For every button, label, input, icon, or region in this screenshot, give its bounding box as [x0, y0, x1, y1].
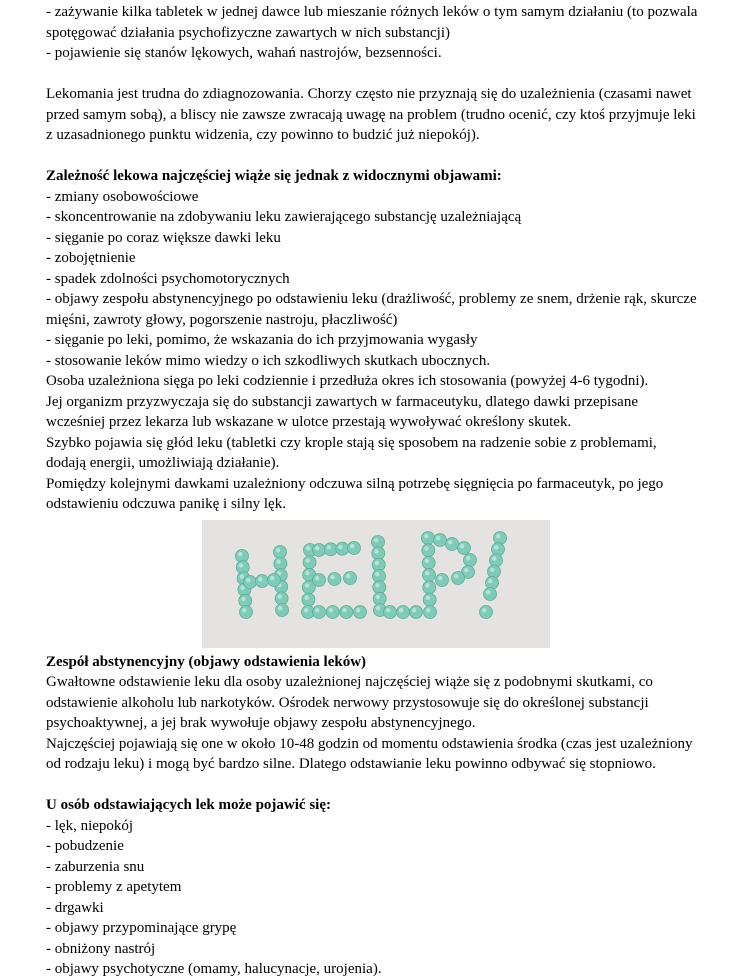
- image-caption: HELP!: [374, 643, 378, 645]
- symptom-item: - sięganie po leki, pomimo, że wskazania do ich przyjmowania wygasły: [46, 332, 478, 348]
- pill: [446, 537, 459, 550]
- paragraph-line: z uzasadnionego punktu widzenia, czy powinno to budzić już niepokój).: [46, 127, 480, 143]
- pill: [275, 591, 288, 604]
- pill-highlight: [329, 608, 333, 612]
- paragraph-line: odstawieniu odczuwa panikę i silny lęk.: [46, 496, 286, 512]
- paragraph-line: Pomiędzy kolejnymi dawkami uzależniony odczuwa silną potrzebę sięgnięcia po farmaceutyk, po jego: [46, 475, 664, 492]
- pill-highlight: [306, 558, 310, 562]
- pill: [434, 533, 447, 546]
- pill-highlight: [426, 608, 430, 612]
- pills-image: [202, 520, 550, 648]
- pill: [244, 575, 257, 588]
- paragraph-line: Najczęściej pojawiają się one w około 10-48 godzin od momentu odstawienia środka (czas jest uzależniony: [46, 735, 693, 752]
- effects-heading: U osób odstawiających lek może pojawić się:: [46, 797, 331, 813]
- pill: [480, 605, 493, 618]
- pill-highlight: [425, 583, 429, 587]
- pill-highlight: [304, 608, 308, 612]
- pill: [313, 605, 326, 618]
- pill-highlight: [278, 594, 282, 598]
- symptom-item: - skoncentrowanie na zdobywaniu leku zawierającego substancję uzależniającą: [46, 209, 522, 225]
- effect-item: - drgawki: [46, 899, 104, 916]
- paragraph-line: dodają energii, umożliwiają działanie).: [46, 455, 280, 471]
- pill-highlight: [342, 608, 346, 612]
- pill: [452, 571, 465, 584]
- diagnosis-paragraph: [46, 84, 716, 146]
- paragraph-line: przed samym sobą), a bliscy nie zawsze zwracają uwagę na problem (trudno ocenić, czy ktoś przyjmuje leki: [46, 106, 696, 123]
- effect-item: - objawy przypominające grypę: [46, 920, 237, 936]
- withdrawal-paragraph: [46, 672, 716, 775]
- pill: [344, 571, 357, 584]
- intro-item: - pojawienie się stanów lękowych, wahań nastrojów, bezsenności.: [46, 45, 442, 61]
- pill-highlight: [306, 546, 310, 550]
- pill: [422, 556, 435, 569]
- pill-highlight: [350, 544, 354, 548]
- pill-highlight: [346, 574, 350, 578]
- symptom-item: - sięganie po coraz większe dawki leku: [46, 229, 281, 246]
- pill-highlight: [488, 578, 492, 582]
- paragraph-line: Szybko pojawia się głód leku (tabletki czy krople stają się sposobem na radzenie sobie z problemami,: [46, 434, 657, 451]
- pill: [313, 573, 326, 586]
- pill: [490, 553, 503, 566]
- pill-highlight: [241, 596, 245, 600]
- pill: [348, 541, 361, 554]
- paragraph-line: psychoaktywnej, a jej brak wywołuje objawy zespołu abstynencyjnego.: [46, 715, 476, 731]
- pill-highlight: [356, 608, 360, 612]
- pill-highlight: [424, 546, 428, 550]
- pill: [303, 555, 316, 568]
- paragraph-line: Lekomania jest trudna do zdiagnozowania. Chorzy często nie przyznają się do uzależnienia (czasami nawet: [46, 86, 692, 102]
- pill-highlight: [454, 574, 458, 578]
- pill-highlight: [496, 534, 500, 538]
- pill-highlight: [375, 583, 379, 587]
- pill-highlight: [375, 572, 379, 576]
- pill-highlight: [425, 558, 429, 562]
- pill: [424, 605, 437, 618]
- pill: [384, 605, 397, 618]
- pill: [336, 542, 349, 555]
- pill-highlight: [466, 556, 470, 560]
- paragraph-line: Osoba uzależniona sięga po leki codziennie i przedłuża okres ich stosowania (powyżej 4-6 tygodni).: [46, 373, 649, 389]
- pill-highlight: [305, 570, 309, 574]
- pill-highlight: [464, 568, 468, 572]
- pill: [240, 605, 253, 618]
- document-page: [46, 2, 716, 980]
- pill: [354, 605, 367, 618]
- pill: [486, 576, 499, 589]
- paragraph-line: wcześniej przez lekarza lub wskazane w ulotce przestają wywoływać określony skutek.: [46, 414, 572, 430]
- symptoms-list: [46, 187, 716, 515]
- symptom-item: - spadek zdolności psychomotorycznych: [46, 270, 290, 287]
- pill-highlight: [376, 594, 380, 598]
- pill-highlight: [374, 538, 378, 542]
- pill: [268, 573, 281, 586]
- pill-highlight: [315, 608, 319, 612]
- pill-highlight: [412, 608, 416, 612]
- effect-item: - problemy z apetytem: [46, 879, 182, 895]
- pill: [326, 605, 339, 618]
- symptom-item: - zmiany osobowościowe: [46, 188, 199, 205]
- pill-highlight: [482, 608, 486, 612]
- pill-highlight: [386, 608, 390, 612]
- pill-highlight: [375, 560, 379, 564]
- pill: [458, 541, 471, 554]
- pill-highlight: [276, 559, 280, 563]
- pill-highlight: [238, 552, 242, 556]
- pill-highlight: [426, 595, 430, 599]
- pill: [410, 605, 423, 618]
- pill: [274, 557, 287, 570]
- pill: [324, 542, 337, 555]
- pill-highlight: [374, 549, 378, 553]
- pill-highlight: [240, 585, 244, 589]
- pill-highlight: [438, 576, 442, 580]
- pill: [422, 543, 435, 556]
- intro-item: spotęgować działania psychofizyczne zawartych w nich substancji): [46, 24, 451, 41]
- pill-highlight: [278, 606, 282, 610]
- pill-highlight: [399, 608, 403, 612]
- pill-highlight: [331, 575, 335, 579]
- intro-item: - zażywanie kilka tabletek w jednej dawce lub mieszanie różnych leków o tym samym działaniu (to pozwala: [46, 4, 698, 20]
- pill-highlight: [276, 548, 280, 552]
- pill-highlight: [242, 608, 246, 612]
- pill-highlight: [460, 544, 464, 548]
- pill-highlight: [246, 578, 250, 582]
- pill-highlight: [304, 595, 308, 599]
- pill: [484, 587, 497, 600]
- pill-highlight: [436, 536, 440, 540]
- pill-highlight: [424, 534, 428, 538]
- paragraph-line: od rodzaju leku) i mogą być bardzo silne. Dlatego odstawianie leku powinno odbywać się stopniowo.: [46, 756, 656, 772]
- pill-highlight: [239, 563, 243, 567]
- effect-item: - zaburzenia snu: [46, 858, 145, 875]
- pill-highlight: [494, 545, 498, 549]
- pill-highlight: [448, 540, 452, 544]
- pill: [422, 531, 435, 544]
- pill: [488, 565, 501, 578]
- symptoms-heading: Zależność lekowa najczęściej wiąże się jednak z widocznymi objawami:: [46, 168, 502, 184]
- pill: [256, 574, 269, 587]
- pill: [397, 605, 410, 618]
- effect-item: - lęk, niepokój: [46, 817, 134, 834]
- pill-highlight: [486, 590, 490, 594]
- pill: [328, 572, 341, 585]
- pill: [274, 545, 287, 558]
- help-pills-photo: [46, 520, 716, 648]
- pill: [423, 568, 436, 581]
- pill-highlight: [425, 571, 429, 575]
- pill: [340, 605, 353, 618]
- symptom-item: - zobojętnienie: [46, 250, 136, 266]
- effect-item: - objawy psychotyczne (omamy, halucynacje, urojenia).: [46, 961, 382, 977]
- pill: [423, 580, 436, 593]
- symptom-item: - objawy zespołu abstynencyjnego po odstawieniu leku (drażliwość, problemy ze snem, drżenie rąk, skurcze: [46, 291, 697, 307]
- pill-highlight: [305, 583, 309, 587]
- paragraph-line: Gwałtowne odstawienie leku dla osoby uzależnionej najczęściej wiąże się z podobnymi skutkami, co: [46, 674, 653, 690]
- pill-highlight: [327, 545, 331, 549]
- pill-highlight: [315, 546, 319, 550]
- pill-highlight: [492, 556, 496, 560]
- pill-highlight: [376, 606, 380, 610]
- pill-highlight: [270, 576, 274, 580]
- effect-item: - obniżony nastrój: [46, 940, 156, 957]
- symptom-item: mięśni, zawroty głowy, pogorszenie nastroju, płaczliwość): [46, 311, 398, 328]
- pill-highlight: [338, 544, 342, 548]
- intro-list: [46, 2, 716, 64]
- pill-highlight: [490, 567, 494, 571]
- paragraph-line: Jej organizm przyzwyczaja się do substancji zawartych w farmaceutyku, dlatego dawki przepisane: [46, 393, 638, 410]
- pill: [492, 542, 505, 555]
- pill: [313, 543, 326, 556]
- symptom-item: - stosowanie leków mimo wiedzy o ich szkodliwych skutkach ubocznych.: [46, 352, 491, 369]
- pill-highlight: [258, 577, 262, 581]
- pill: [464, 553, 477, 566]
- pill: [494, 531, 507, 544]
- effects-list: [46, 816, 716, 980]
- pill: [423, 593, 436, 606]
- pill: [302, 593, 315, 606]
- pill: [276, 603, 289, 616]
- paragraph-line: odstawienie alkoholu lub narkotyków. Ośrodek nerwowy przystosowuje się do określonej substancji: [46, 694, 649, 711]
- pill: [436, 573, 449, 586]
- withdrawal-heading: Zespół abstynencyjny (objawy odstawienia leków): [46, 653, 367, 670]
- pill-highlight: [315, 576, 319, 580]
- pill-highlight: [240, 574, 244, 578]
- effect-item: - pobudzenie: [46, 838, 124, 854]
